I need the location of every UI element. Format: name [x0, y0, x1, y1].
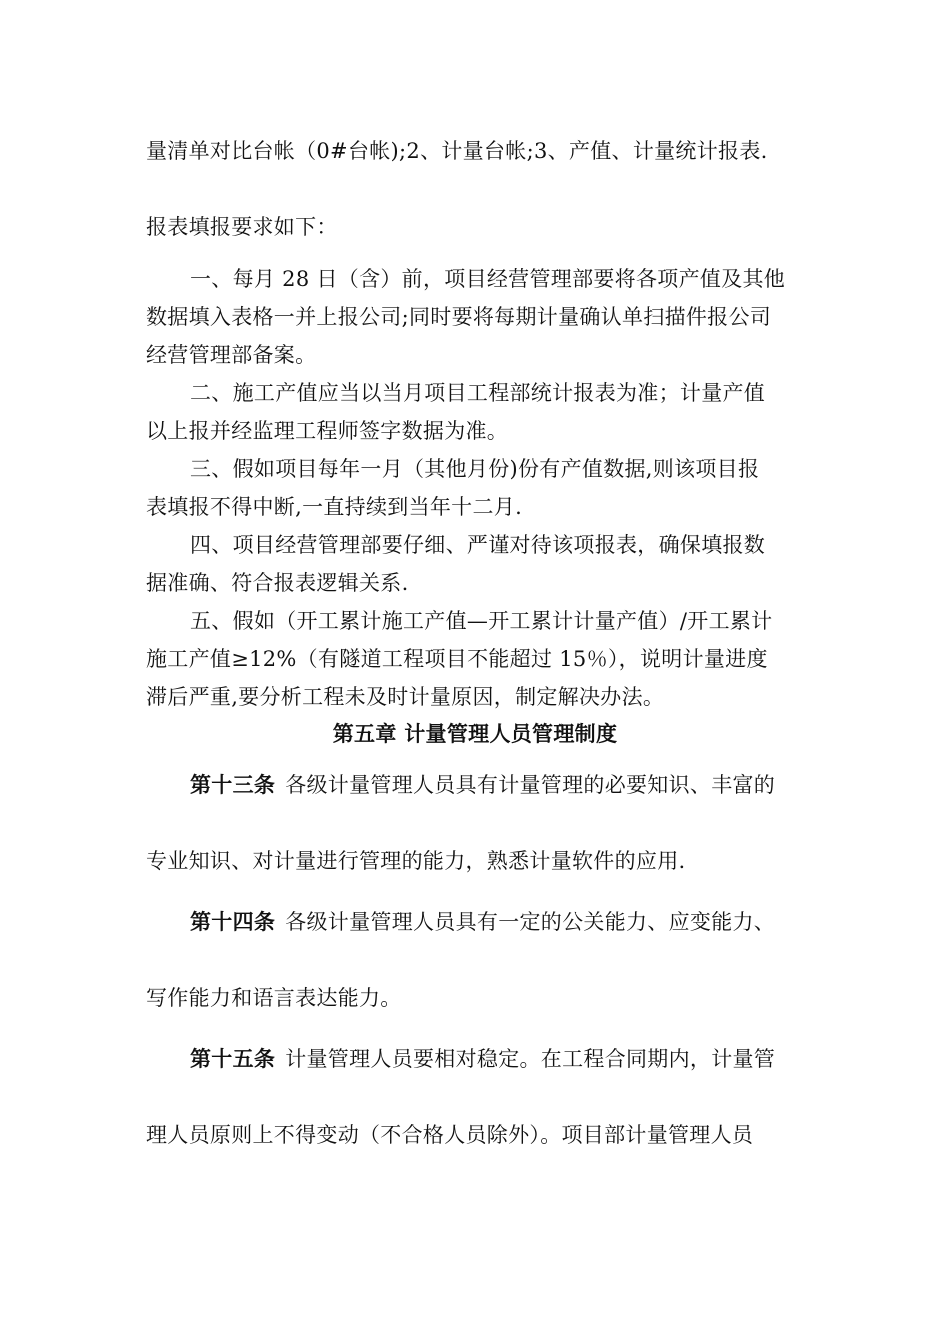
article-14-continuation: 写作能力和语言表达能力。: [146, 986, 402, 1010]
text-line-1: 量清单对比台帐（0#台帐);2、计量台帐;3、产值、计量统计报表.: [146, 139, 768, 163]
text-line-5: 经营管理部备案。: [146, 343, 317, 367]
text-line-4: 数据填入表格一并上报公司;同时要将每期计量确认单扫描件报公司: [146, 305, 772, 329]
article-15-continuation: 理人员原则上不得变动（不合格人员除外）。项目部计量管理人员: [146, 1123, 754, 1147]
article-13: [190, 771, 775, 799]
text-line-8: 三、假如项目每年一月（其他月份)份有产值数据,则该项目报: [190, 457, 760, 481]
text-line-2: 报表填报要求如下：: [146, 215, 338, 239]
article-15-text: 计量管理人员要相对稳定。在工程合同期内，计量管: [285, 1047, 776, 1071]
article-13-continuation: 专业知识、对计量进行管理的能力，熟悉计量软件的应用.: [146, 849, 686, 873]
text-line-3: 一、每月 28 日（含）前，项目经营管理部要将各项产值及其他: [190, 267, 786, 291]
text-line-12: 五、假如（开工累计施工产值—开工累计计量产值）/开工累计: [190, 609, 773, 633]
text-line-7: 以上报并经监理工程师签字数据为准。: [146, 419, 509, 443]
article-14-label: 第十四条: [190, 909, 276, 934]
article-15: [190, 1045, 775, 1073]
article-15-label: 第十五条: [190, 1046, 276, 1071]
article-13-text: 各级计量管理人员具有计量管理的必要知识、丰富的: [285, 773, 776, 797]
text-line-10: 四、项目经营管理部要仔细、严谨对待该项报表，确保填报数: [190, 533, 766, 557]
text-line-11: 据准确、符合报表逻辑关系.: [146, 571, 409, 595]
text-line-14: 滞后严重,要分析工程未及时计量原因，制定解决办法。: [146, 685, 665, 709]
text-line-6: 二、施工产值应当以当月项目工程部统计报表为准；计量产值: [190, 381, 766, 405]
text-line-13: 施工产值≥12%（有隧道工程项目不能超过 15％），说明计量进度: [146, 647, 768, 671]
chapter-title: 第五章 计量管理人员管理制度: [332, 721, 618, 746]
text-line-9: 表填报不得中断,一直持续到当年十二月.: [146, 495, 523, 519]
article-14: [190, 908, 775, 936]
article-13-label: 第十三条: [190, 772, 276, 797]
article-14-text: 各级计量管理人员具有一定的公关能力、应变能力、: [285, 910, 776, 934]
